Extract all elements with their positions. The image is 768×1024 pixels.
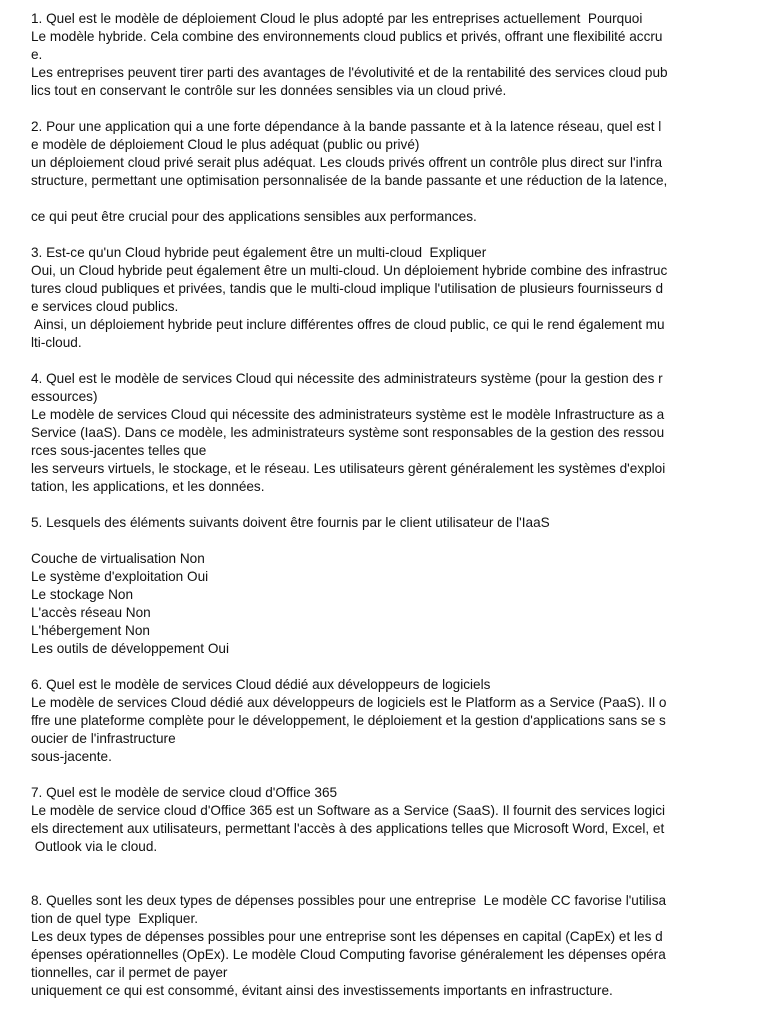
text-line: Les entreprises peuvent tirer parti des avantages de l'évolutivité et de la rentabilité des services cloud pub bbox=[31, 65, 668, 80]
text-line: Outlook via le cloud. bbox=[31, 839, 158, 854]
text-line: e. bbox=[31, 47, 43, 62]
blank-line bbox=[31, 226, 743, 244]
text-line: Le modèle de services Cloud qui nécessite des administrateurs système est le modèle Infrastructure as a bbox=[31, 407, 665, 422]
text-line: structure, permettant une optimisation personnalisée de la bande passante et une réduction de la latence, bbox=[31, 173, 668, 188]
text-line: oucier de l'infrastructure bbox=[31, 731, 176, 746]
text-line: Service (IaaS). Dans ce modèle, les administrateurs système sont responsables de la gestion des ressou bbox=[31, 425, 665, 440]
text-line: els directement aux utilisateurs, permettant l'accès à des applications telles que Microsoft Word, Excel, et bbox=[31, 821, 665, 836]
blank-line bbox=[31, 856, 743, 874]
blank-line bbox=[31, 496, 743, 514]
text-line: 7. Quel est le modèle de service cloud d'Office 365 bbox=[31, 785, 338, 800]
text-line: sous-jacente. bbox=[31, 749, 112, 764]
text-line: 1. Quel est le modèle de déploiement Cloud le plus adopté par les entreprises actuellement Pourquoi bbox=[31, 11, 643, 26]
text-line: L'hébergement Non bbox=[31, 623, 150, 638]
text-line: épenses opérationnelles (OpEx). Le modèle Cloud Computing favorise généralement les dépenses opéra bbox=[31, 947, 666, 962]
text-line: Couche de virtualisation Non bbox=[31, 551, 205, 566]
text-line: uniquement ce qui est consommé, évitant ainsi des investissements importants en infrastructure. bbox=[31, 983, 613, 998]
text-line: 3. Est-ce qu'un Cloud hybride peut également être un multi-cloud Expliquer bbox=[31, 245, 487, 260]
text-line: un déploiement cloud privé serait plus adéquat. Les clouds privés offrent un contrôle plus direct sur l'infra bbox=[31, 155, 663, 170]
blank-line bbox=[31, 100, 743, 118]
text-line: e modèle de déploiement Cloud le plus adéquat (public ou privé) bbox=[31, 137, 420, 152]
text-line: essources) bbox=[31, 389, 98, 404]
text-line: ce qui peut être crucial pour des applications sensibles aux performances. bbox=[31, 209, 477, 224]
text-line: Le modèle de services Cloud dédié aux développeurs de logiciels est le Platform as a Service (PaaS). Il o bbox=[31, 695, 667, 710]
text-line: tion de quel type Expliquer. bbox=[31, 911, 199, 926]
text-line: lics tout en conservant le contrôle sur les données sensibles via un cloud privé. bbox=[31, 83, 507, 98]
text-line: tionnelles, car il permet de payer bbox=[31, 965, 228, 980]
blank-line bbox=[31, 190, 743, 208]
blank-line bbox=[31, 766, 743, 784]
document-body bbox=[31, 10, 743, 1000]
text-line: rces sous-jacentes telles que bbox=[31, 443, 207, 458]
text-line: Le stockage Non bbox=[31, 587, 134, 602]
blank-line bbox=[31, 658, 743, 676]
blank-line bbox=[31, 532, 743, 550]
text-line: les serveurs virtuels, le stockage, et le réseau. Les utilisateurs gèrent généralement les systèmes d'exploi bbox=[31, 461, 666, 476]
text-line: 8. Quelles sont les deux types de dépenses possibles pour une entreprise Le modèle CC favorise l'utilisa bbox=[31, 893, 667, 908]
text-line: L'accès réseau Non bbox=[31, 605, 151, 620]
text-line: Le modèle de service cloud d'Office 365 est un Software as a Service (SaaS). Il fournit des services logici bbox=[31, 803, 666, 818]
text-line: e services cloud publics. bbox=[31, 299, 179, 314]
text-line: lti-cloud. bbox=[31, 335, 82, 350]
text-line: 4. Quel est le modèle de services Cloud qui nécessite des administrateurs système (pour la gestion des r bbox=[31, 371, 663, 386]
text-line: ffre une plateforme complète pour le développement, le déploiement et la gestion d'applications sans se s bbox=[31, 713, 666, 728]
text-line: 2. Pour une application qui a une forte dépendance à la bande passante et à la latence réseau, quel est l bbox=[31, 119, 662, 134]
blank-line bbox=[31, 352, 743, 370]
text-line: 6. Quel est le modèle de services Cloud dédié aux développeurs de logiciels bbox=[31, 677, 491, 692]
blank-line bbox=[31, 874, 743, 892]
text-line: Les deux types de dépenses possibles pour une entreprise sont les dépenses en capital (CapEx) et les d bbox=[31, 929, 663, 944]
text-line: Ainsi, un déploiement hybride peut inclure différentes offres de cloud public, ce qui le rend également mu bbox=[31, 317, 665, 332]
text-line: Les outils de développement Oui bbox=[31, 641, 229, 656]
text-line: Le système d'exploitation Oui bbox=[31, 569, 209, 584]
text-line: 5. Lesquels des éléments suivants doivent être fournis par le client utilisateur de l'IaaS bbox=[31, 515, 550, 530]
text-line: Le modèle hybride. Cela combine des environnements cloud publics et privés, offrant une flexibilité accru bbox=[31, 29, 663, 44]
text-line: Oui, un Cloud hybride peut également être un multi-cloud. Un déploiement hybride combine des infrastruc bbox=[31, 263, 668, 278]
text-line: tures cloud publiques et privées, tandis que le multi-cloud implique l'utilisation de plusieurs fournisseurs d bbox=[31, 281, 664, 296]
text-line: tation, les applications, et les données. bbox=[31, 479, 265, 494]
